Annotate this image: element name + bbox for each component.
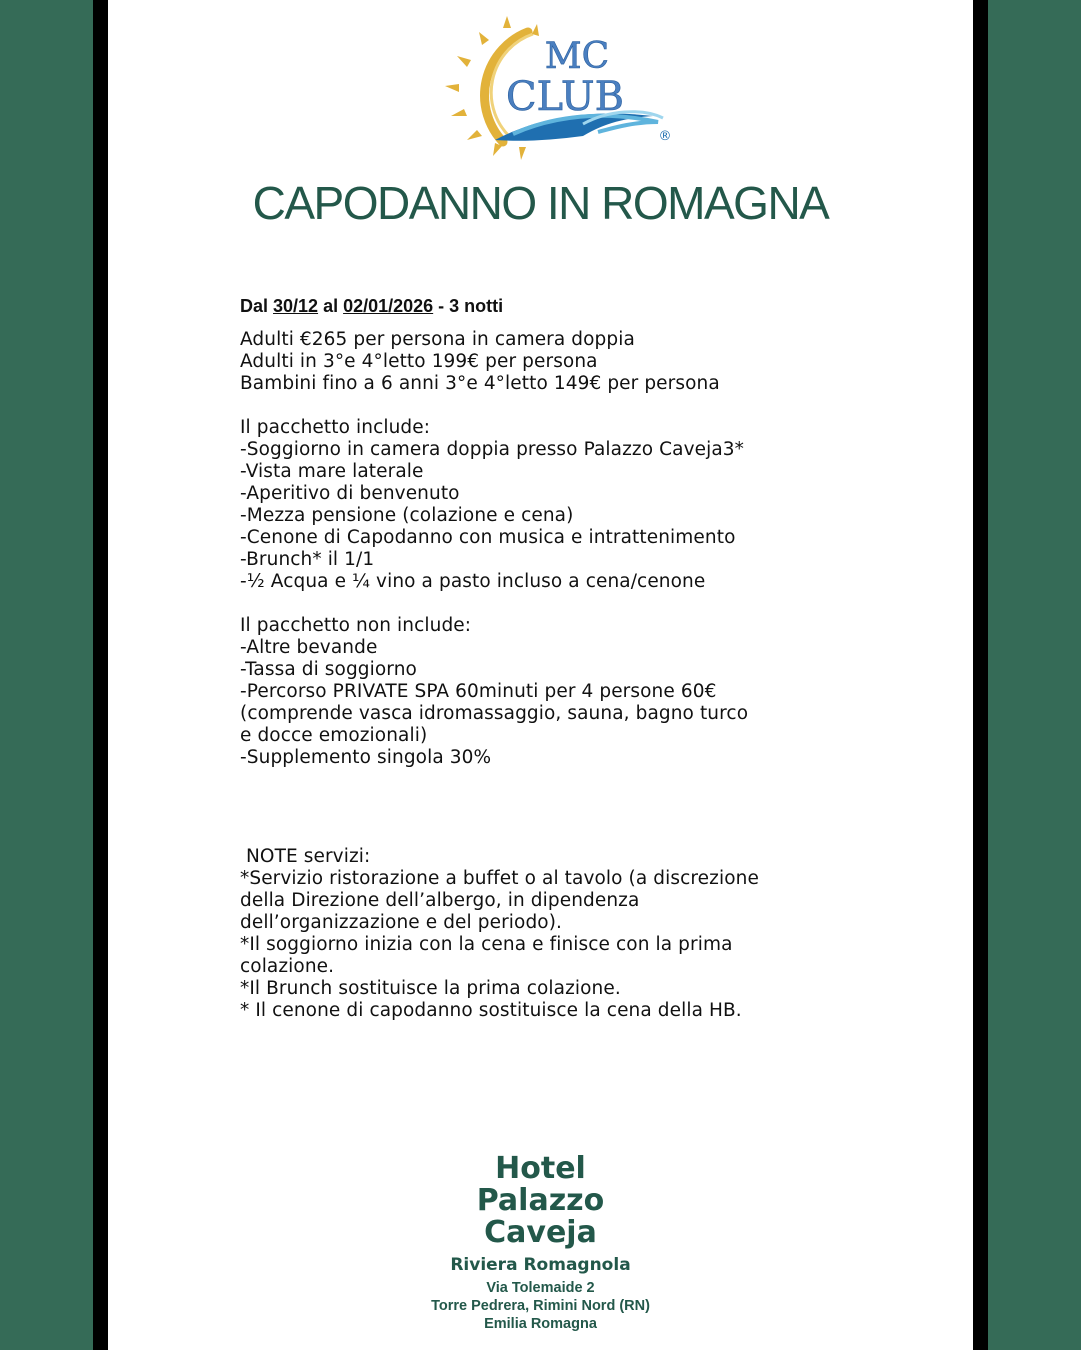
notes-line: * Il cenone di capodanno sostituisce la cena della HB. <box>240 1000 742 1021</box>
includes-block <box>240 417 744 593</box>
includes-item: -Mezza pensione (colazione e cena) <box>240 505 574 526</box>
excludes-item: -Altre bevande <box>240 637 378 658</box>
price-line: Adulti in 3°e 4°letto 199€ per persona <box>240 351 598 372</box>
hotel-address-line: Emilia Romagna <box>484 1316 597 1332</box>
left-black-stripe <box>93 0 108 1350</box>
excludes-heading: Il pacchetto non include: <box>240 615 472 636</box>
excludes-item: -Tassa di soggiorno <box>240 659 417 680</box>
includes-item: -Brunch* il 1/1 <box>240 549 375 570</box>
excludes-item: (comprende vasca idromassaggio, sauna, bagno turco <box>240 703 749 724</box>
date-end: 02/01/2026 <box>343 296 434 316</box>
notes-line: della Direzione dell’albergo, in dipendenza <box>240 890 640 911</box>
flyer-page <box>108 0 973 1350</box>
includes-item: -Aperitivo di benvenuto <box>240 483 460 504</box>
hotel-name-line: Hotel <box>495 1151 586 1186</box>
mc-club-logo <box>433 12 673 162</box>
price-line: Adulti €265 per persona in camera doppia <box>240 329 635 350</box>
date-start: 30/12 <box>273 296 319 316</box>
date-range <box>240 296 503 317</box>
notes-block <box>240 846 759 1022</box>
notes-heading: NOTE servizi: <box>240 846 371 867</box>
excludes-item: e docce emozionali) <box>240 725 428 746</box>
includes-item: -½ Acqua e ¼ vino a pasto incluso a cena/cenone <box>240 571 706 592</box>
notes-line: colazione. <box>240 956 335 977</box>
includes-item: -Cenone di Capodanno con musica e intrattenimento <box>240 527 736 548</box>
hotel-name-line: Palazzo <box>476 1183 605 1218</box>
prices-block <box>240 329 720 395</box>
logo-club-text: CLUB <box>505 74 625 120</box>
notes-line: dell’organizzazione e del periodo). <box>240 912 563 933</box>
mc-club-logo-graphic <box>433 12 673 162</box>
registered-mark: ® <box>658 129 672 144</box>
hotel-address-line: Via Tolemaide 2 <box>486 1280 595 1296</box>
excludes-block <box>240 615 748 769</box>
notes-line: *Il soggiorno inizia con la cena e finisce con la prima <box>240 934 733 955</box>
right-black-stripe <box>973 0 988 1350</box>
date-mid: al <box>318 296 344 316</box>
hotel-name-line: Caveja <box>484 1215 597 1250</box>
includes-item: -Soggiorno in camera doppia presso Palazzo Caveja3* <box>240 439 745 460</box>
date-prefix: Dal <box>240 296 274 316</box>
hotel-address-line: Torre Pedrera, Rimini Nord (RN) <box>431 1298 650 1314</box>
page-title: CAPODANNO IN ROMAGNA <box>252 177 829 229</box>
includes-item: -Vista mare laterale <box>240 461 424 482</box>
notes-line: *Servizio ristorazione a buffet o al tavolo (a discrezione <box>240 868 759 889</box>
excludes-item: -Supplemento singola 30% <box>240 747 492 768</box>
date-suffix: - 3 notti <box>433 296 504 316</box>
includes-heading: Il pacchetto include: <box>240 417 431 438</box>
notes-line: *Il Brunch sostituisce la prima colazione. <box>240 978 621 999</box>
excludes-item: -Percorso PRIVATE SPA 60minuti per 4 persone 60€ <box>240 681 717 702</box>
hotel-region: Riviera Romagnola <box>450 1255 631 1275</box>
logo-mc-text: MC <box>544 36 610 77</box>
price-line: Bambini fino a 6 anni 3°e 4°letto 149€ per persona <box>240 373 720 394</box>
